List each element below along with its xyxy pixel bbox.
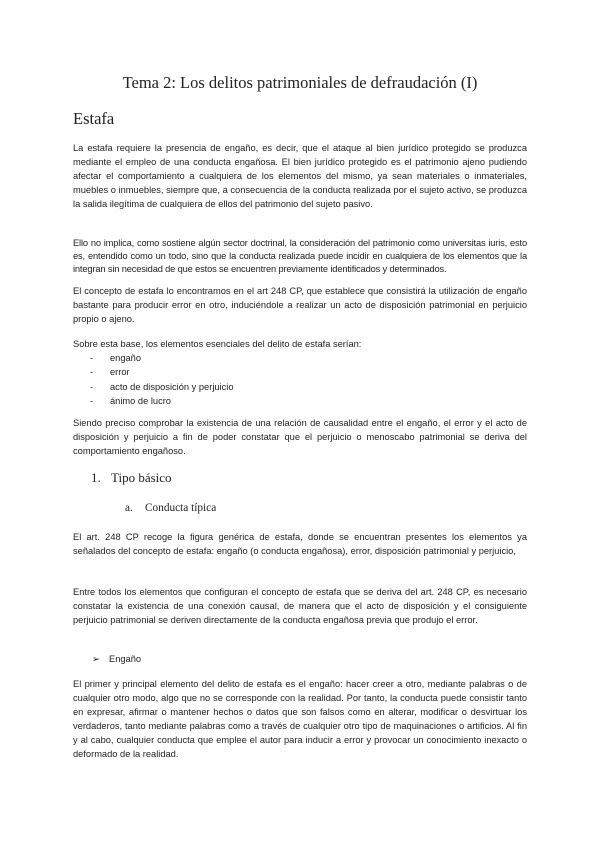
document-title: Tema 2: Los delitos patrimoniales de defraudación (I): [122, 73, 478, 92]
section-number: 1.: [91, 470, 101, 485]
paragraph-elementos-intro: Sobre esta base, los elementos esenciales del delito de estafa serían:: [73, 339, 362, 349]
elements-list: [90, 351, 234, 408]
list-marker: -: [90, 353, 94, 363]
list-item: - error: [90, 365, 234, 379]
heading-estafa: Estafa: [73, 109, 115, 128]
list-marker: -: [90, 381, 94, 392]
subsection-conducta-tipica: [125, 502, 216, 514]
arrow-bullet-icon: ➢: [92, 654, 100, 664]
subsection-letter: a.: [125, 502, 133, 514]
paragraph-universitas-iuris: Ello no implica, como sostiene algún sector doctrinal, la consideración del patrimonio como universitas iuris, esto es, entendido como un todo, sino que la conducta realizada puede incidir en cualquiera de los elementos que la integran sin necesidad de que estos se encuentren previamente identificados y determinados.: [73, 238, 527, 274]
bullet-label: Engaño: [109, 654, 142, 664]
paragraph-conexion-causal: Entre todos los elementos que configuran el concepto de estafa que se deriva del art. 248 CP, es necesario constatar la existencia de una conexión causal, de manera que el acto de disposición y el consiguiente perjuicio patrimonial se deriven directamente de la conducta engañosa previa que produjo el error.: [73, 587, 527, 625]
section-title: Tipo básico: [111, 470, 172, 485]
list-marker: -: [90, 395, 94, 406]
list-item: - engaño: [90, 351, 234, 365]
paragraph-art-248: El concepto de estafa lo encontramos en el art 248 CP, que establece que consistirá la utilización de engaño bastante para producir error en otro, induciéndole a realizar un acto de disposición patrimonial en perjuicio propio o ajeno.: [73, 286, 527, 324]
bullet-engano: [92, 654, 141, 665]
paragraph-causalidad: Siendo preciso comprobar la existencia de una relación de causalidad entre el engaño, el error y el acto de disposición y perjuicio a fin de poder constatar que el perjuicio o menoscabo patrimonial se deriva del comportamiento engañoso.: [73, 418, 527, 456]
subsection-title: Conducta típica: [145, 502, 217, 514]
paragraph-figura-generica: El art. 248 CP recoge la figura genérica de estafa, donde se encuentran presentes los elementos ya señalados del concepto de estafa: engaño (o conducta engañosa), error, disposición patrimonial y perjuicio,: [73, 532, 527, 556]
paragraph-engano: El primer y principal elemento del delito de estafa es el engaño: hacer creer a otro, mediante palabras o de cualquier otro modo, algo que no se corresponde con la realidad. Por tanto, la conducta puede consistir tanto en expresar, afirmar o mantener hechos o datos que son falsos como en alterar, modificar o desvirtuar los verdaderos, tanto mediante palabras como a través de cualquier otro tipo de maquinaciones o artificios. Al fin y al cabo, cualquier conducta que emplee el autor para inducir a error y provocar un conocimiento inexacto o deformado de la realidad.: [73, 679, 527, 759]
section-tipo-basico: [91, 470, 172, 486]
list-item: - acto de disposición y perjuicio: [90, 380, 234, 394]
paragraph-estafa-definition: La estafa requiere la presencia de engaño, es decir, que el ataque al bien jurídico protegido se produzca mediante el empleo de una conducta engañosa. El bien jurídico protegido es el patrimonio ajeno pudiendo afectar el comportamiento a cualquiera de los elementos del mismo, ya sean materiales o inmateriales, muebles o inmuebles, siempre que, a consecuencia de la conducta realizada por el sujeto activo, se produzca la salida ilegítima de cualquiera de ellos del patrimonio del sujeto pasivo.: [73, 143, 527, 209]
list-marker: -: [90, 367, 94, 378]
list-item: - ánimo de lucro: [90, 394, 234, 408]
